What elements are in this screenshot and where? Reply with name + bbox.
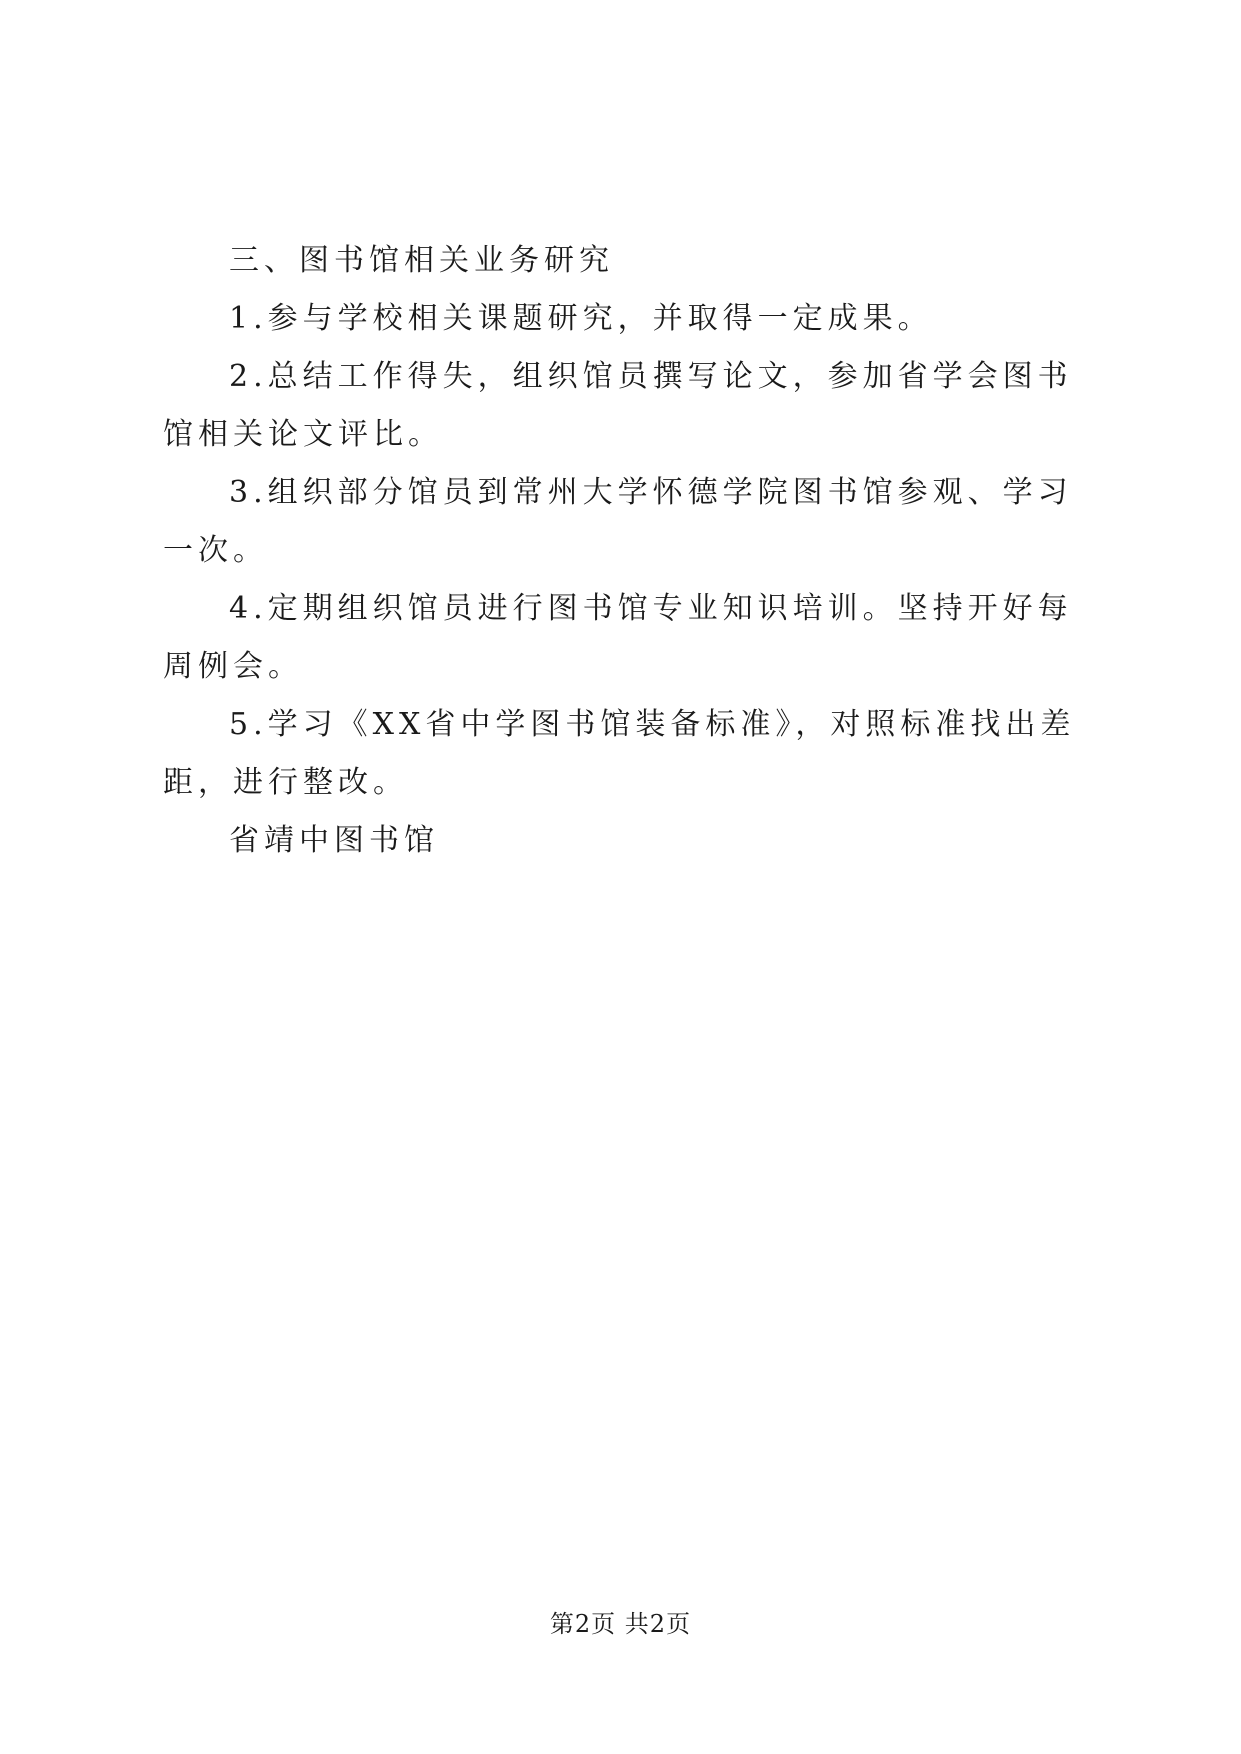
signature: 省靖中图书馆 <box>229 823 439 858</box>
list-item: 2.总结工作得失，组织馆员撰写论文，参加省学会图书馆相关论文评比。 <box>163 359 1073 452</box>
list-item: 5.学习《XX省中学图书馆装备标准》，对照标准找出差距，进行整改。 <box>163 707 1076 800</box>
document-body <box>163 232 1083 870</box>
section-heading: 三、图书馆相关业务研究 <box>229 243 614 278</box>
list-item: 4.定期组织馆员进行图书馆专业知识培训。坚持开好每周例会。 <box>163 591 1073 684</box>
page-footer: 第2页 共2页 <box>549 1610 692 1638</box>
list-item: 1.参与学校相关课题研究，并取得一定成果。 <box>229 301 933 336</box>
list-item: 3.组织部分馆员到常州大学怀德学院图书馆参观、学习一次。 <box>163 475 1073 568</box>
